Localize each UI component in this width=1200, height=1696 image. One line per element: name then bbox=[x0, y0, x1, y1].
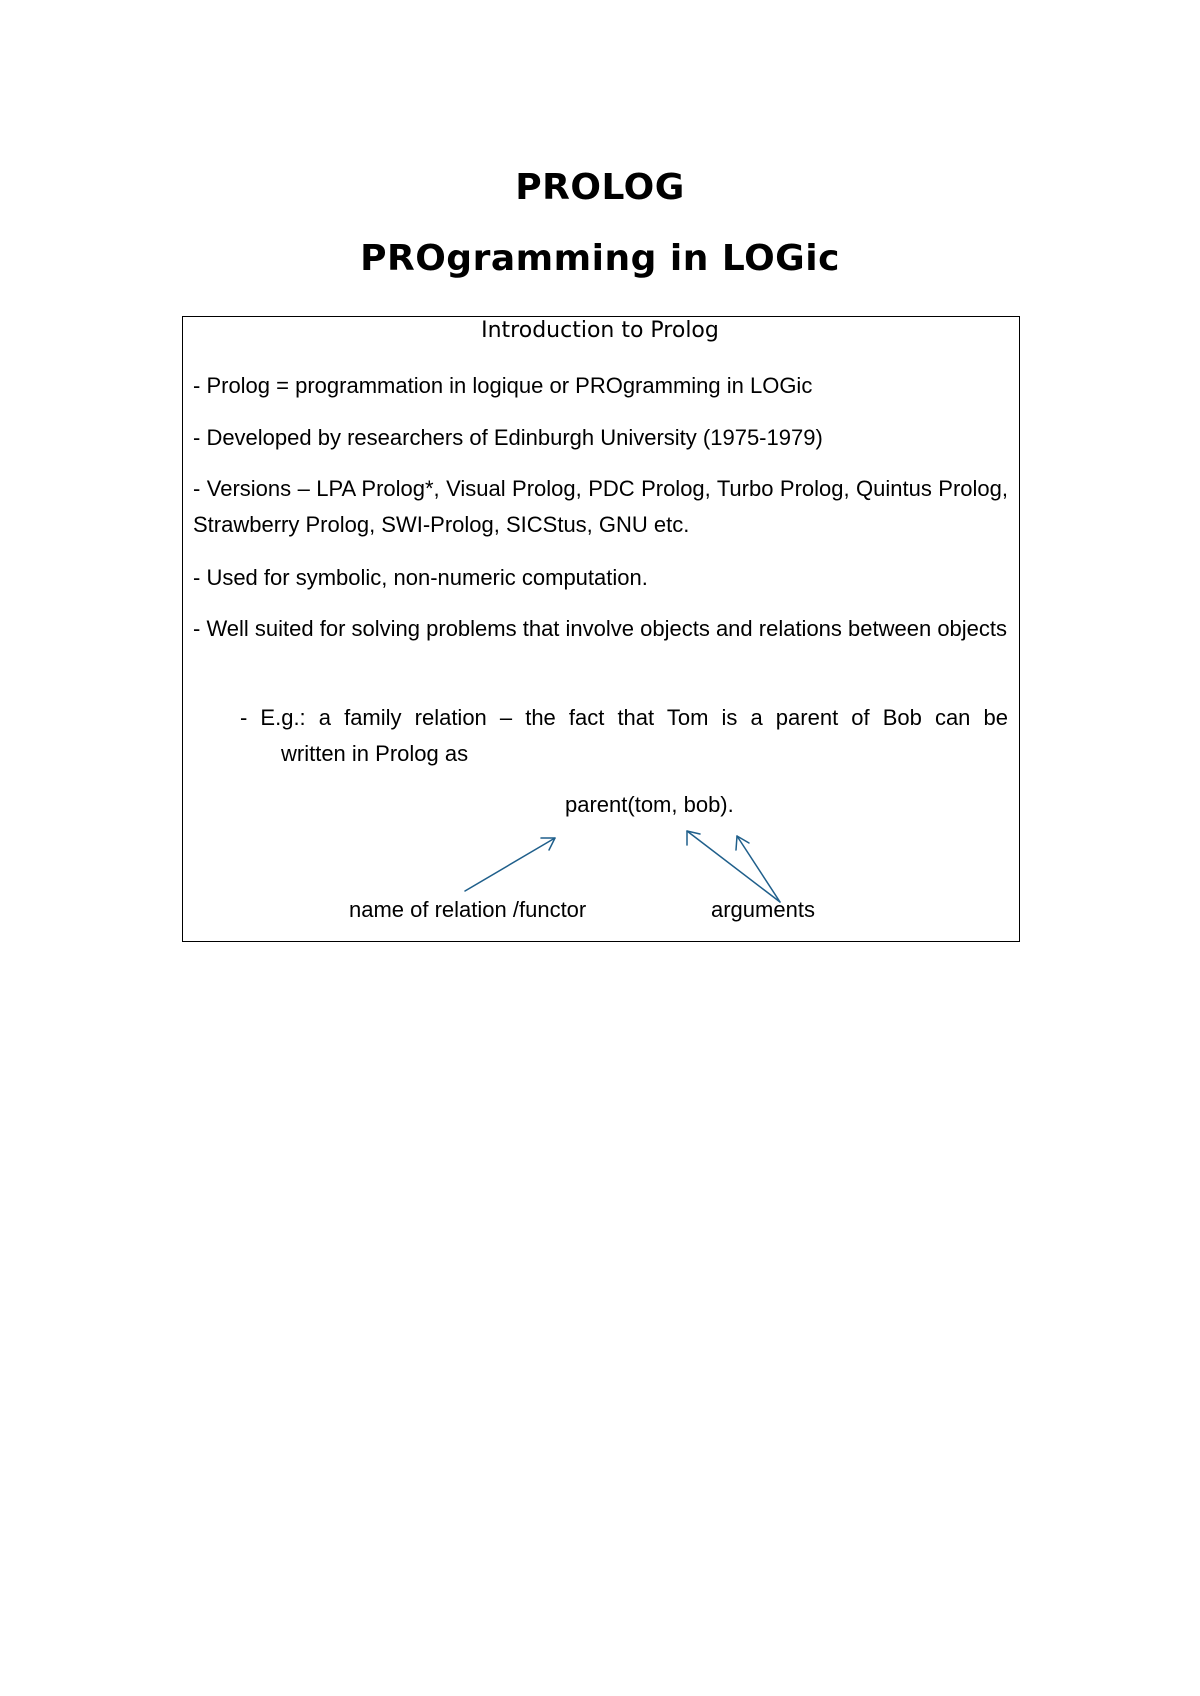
example-line-2: written in Prolog as bbox=[281, 741, 469, 766]
example-line-1: - E.g.: a family relation – the fact that Tom is a parent of Bob can be bbox=[240, 705, 1008, 730]
bullet-history: - Developed by researchers of Edinburgh University (1975-1979) bbox=[193, 425, 823, 450]
bullet-versions: - Versions – LPA Prolog*, Visual Prolog, PDC Prolog, Turbo Prolog, Quintus Prolog, Strawberry Prolog, SWI-Prolog, SICStus, GNU etc. bbox=[193, 476, 1008, 537]
bullet-usage: - Used for symbolic, non-numeric computation. bbox=[193, 565, 648, 590]
bullet-suitability: - Well suited for solving problems that involve objects and relations between objects bbox=[193, 616, 1008, 641]
prolog-fact: parent(tom, bob). bbox=[565, 792, 734, 817]
page-subtitle: PROgramming in LOGic bbox=[360, 238, 840, 279]
caption-functor: name of relation /functor bbox=[349, 897, 587, 922]
bullet-definition: - Prolog = programmation in logique or PROgramming in LOGic bbox=[193, 373, 813, 398]
box-heading: Introduction to Prolog bbox=[481, 318, 719, 343]
example-bullet bbox=[240, 700, 1008, 772]
page-title: PROLOG bbox=[515, 167, 685, 208]
caption-arguments: arguments bbox=[711, 897, 815, 922]
